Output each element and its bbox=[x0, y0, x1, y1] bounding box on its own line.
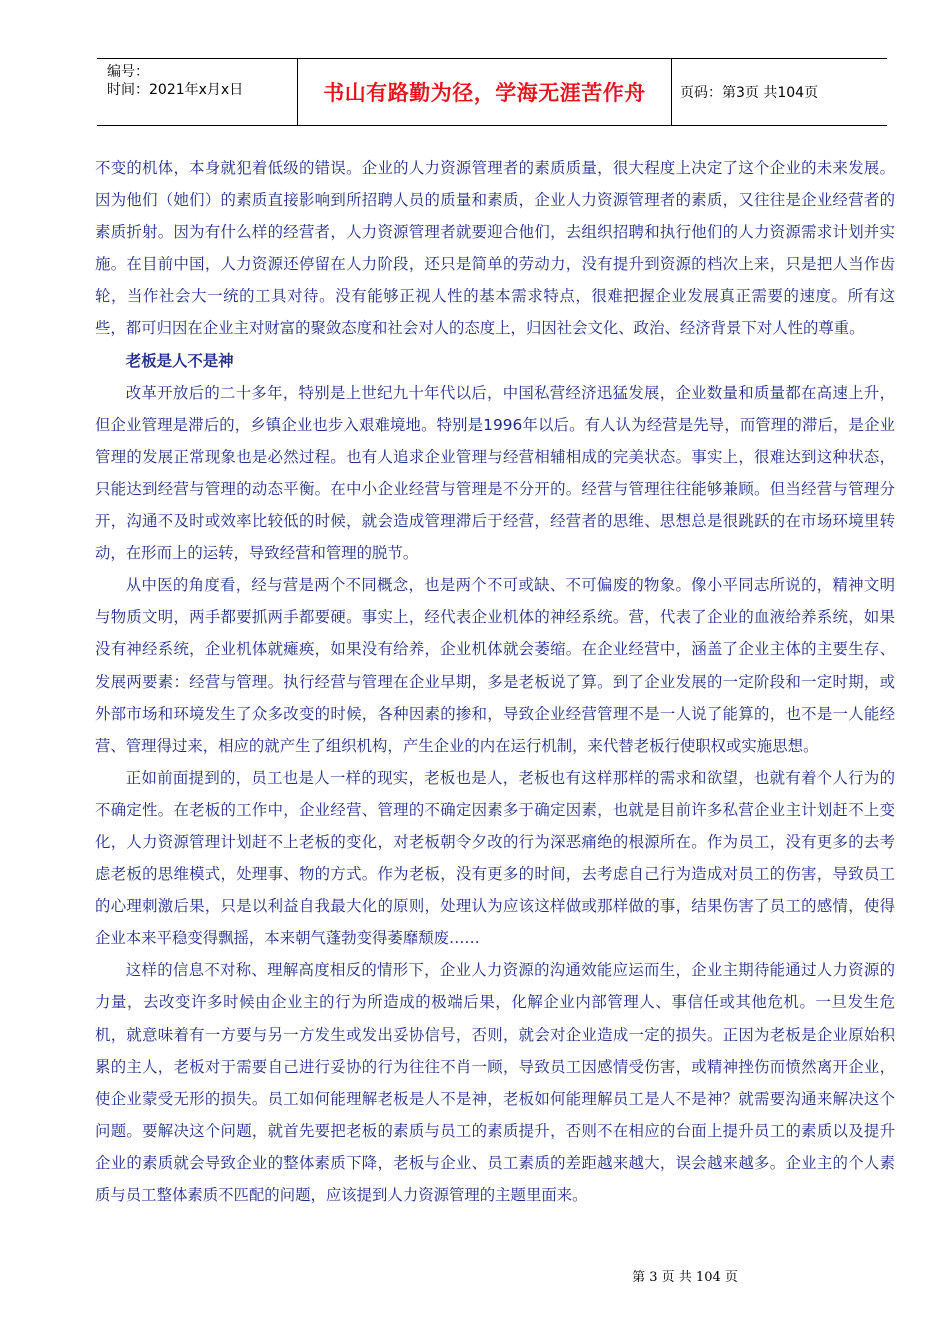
body-paragraph: 不变的机体，本身就犯着低级的错误。企业的人力资源管理者的素质质量，很大程度上决定了这个企业的未来发展。因为他们（她们）的素质直接影响到所招聘人员的质量和素质，企业人力资源管理者的素质，又往往是企业经营者的素质折射。因为有什么样的经营者，人力资源管理者就要迎合他们，去组织招聘和执行他们的人力资源需求计划并实施。在目前中国，人力资源还停留在人力阶段，还只是简单的劳动力，没有提升到资源的档次上来，只是把人当作齿轮，当作社会大一统的工具对待。没有能够正视人性的基本需求特点，很难把握企业发展真正需要的速度。所有这些，都可归因在企业主对财富的聚敛态度和社会对人的态度上，归因社会文化、政治、经济背景下对人性的尊重。 bbox=[95, 159, 895, 338]
body-paragraph: 正如前面提到的，员工也是人一样的现实，老板也是人，老板也有这样那样的需求和欲望，也就有着个人行为的不确定性。在老板的工作中，企业经营、管理的不确定因素多于确定因素，也就是目前许多私营企业主计划赶不上变化，人力资源管理计划赶不上老板的变化，对老板朝令夕改的行为深恶痛绝的根源所在。作为员工，没有更多的去考虑老板的思维模式，处理事、物的方式。作为老板，没有更多的时间，去考虑自己行为造成对员工的伤害，导致员工的心理刺激后果，只是以利益自我最大化的原则，处理认为应该这样做或那样做的事，结果伤害了员工的感情，使得企业本来平稳变得飘摇，本来朝气蓬勃变得萎靡颓废…… bbox=[95, 768, 895, 948]
header-meta-cell bbox=[97, 59, 298, 125]
header-motto: 书山有路勤为径，学海无涯苦作舟 bbox=[298, 59, 672, 125]
body-paragraph: 这样的信息不对称、理解高度相反的情形下，企业人力资源的沟通效能应运而生，企业主期待能通过人力资源的力量，去改变许多时候由企业主的行为所造成的极端后果，化解企业内部管理人、事信任或其他危机。一旦发生危机，就意味着有一方要与另一方发生或发出妥协信号，否则，就会对企业造成一定的损失。正因为老板是企业原始积累的主人，老板对于需要自己进行妥协的行为往往不肖一顾，导致员工因感情受伤害，或精神挫伤而愤然离开企业，使企业蒙受无形的损失。员工如何能理解老板是人不是神，老板如何能理解员工是人不是神？就需要沟通来解决这个问题。要解决这个问题，就首先要把老板的素质与员工的素质提升，否则不在相应的台面上提升员工的素质以及提升企业的素质就会导致企业的整体素质下降，老板与企业、员工素质的差距越来越大，误会越来越多。企业主的个人素质与员工整体素质不匹配的问题，应该提到人力资源管理的主题里面来。 bbox=[95, 961, 895, 1204]
document-number-label: 编号： bbox=[107, 64, 149, 80]
page-footer-number: 第 3 页 共 104 页 bbox=[632, 1270, 738, 1285]
body-paragraph: 从中医的角度看，经与营是两个不同概念，也是两个不可或缺、不可偏废的物象。像小平同志所说的，精神文明与物质文明，两手都要抓两手都要硬。事实上，经代表企业机体的神经系统。营，代表了企业的血液给养系统，如果没有神经系统，企业机体就瘫痪，如果没有给养，企业机体就会萎缩。在企业经营中，涵盖了企业主体的主要生存、发展两要素：经营与管理。执行经营与管理在企业早期，多是老板说了算。到了企业发展的一定阶段和一定时期，或外部市场和环境发生了众多改变的时候，各种因素的掺和，导致企业经营管理不是一人说了能算的，也不是一人能经营、管理得过来，相应的就产生了组织机构，产生企业的内在运行机制，来代替老板行使职权或实施思想。 bbox=[95, 576, 895, 755]
page-footer bbox=[0, 1266, 950, 1285]
page-header bbox=[97, 58, 887, 126]
document-body bbox=[95, 152, 895, 1211]
header-page-info: 页码：第3页 共104页 bbox=[680, 85, 819, 101]
document-time-label: 时间：2021年x月x日 bbox=[107, 82, 244, 98]
section-heading: 老板是人不是神 bbox=[125, 351, 234, 370]
body-paragraph: 改革开放后的二十多年，特别是上世纪九十年代以后，中国私营经济迅猛发展，企业数量和质量都在高速上升，但企业管理是滞后的，乡镇企业也步入艰难境地。特别是1996年以后。有人认为经营是先导，而管理的滞后，是企业管理的发展正常现象也是必然过程。也有人追求企业管理与经营相辅相成的完美状态。事实上，很难达到这种状态，只能达到经营与管理的动态平衡。在中小企业经营与管理是不分开的。经营与管理往往能够兼顾。但当经营与管理分开，沟通不及时或效率比较低的时候，就会造成管理滞后于经营，经营者的思维、思想总是很跳跃的在市场环境里转动，在形而上的运转，导致经营和管理的脱节。 bbox=[95, 383, 895, 563]
